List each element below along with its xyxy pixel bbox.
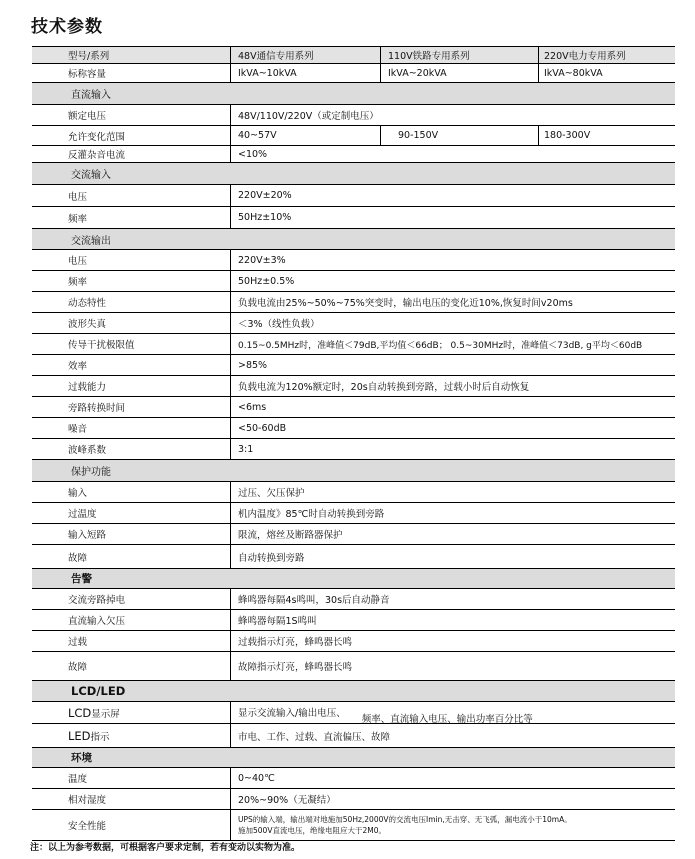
range-48v: 40~57V [238,130,277,141]
row-label: 交流旁路掉电 [68,595,126,606]
row-label: 噪音 [68,424,88,435]
table-row [32,125,675,145]
row-value: 蜂鸣器每隔4s鸣叫，30s后自动静音 [238,595,390,606]
section-title: 交流输出 [71,235,111,247]
row-label: 波峰系数 [68,445,107,456]
row-value: 过载指示灯亮，蜂鸣器长鸣 [238,637,353,648]
table-row [32,270,675,291]
section-title: 交流输入 [71,170,111,181]
lcd-prefix: LCD [68,705,92,720]
model-series-label: 型号/系列 [68,51,110,62]
row-value: 3:1 [238,443,254,455]
row-value: ＜3%（线性负载） [238,319,320,330]
row-value: <6ms [238,401,267,413]
row-label: 效率 [68,361,88,372]
row-label: 电压 [68,256,88,267]
row-label: 过载 [68,637,88,648]
row-value: 50Hz±0.5% [238,275,295,287]
row-label: 旁路转换时间 [68,403,126,414]
lcd-suffix: 显示屏 [91,708,120,720]
row-value: 220V±3% [238,254,286,266]
table-row [32,145,675,162]
capacity-110v: IkVA~20kVA [388,67,447,79]
row-label: 温度 [68,774,88,785]
section-title: 保护功能 [71,467,111,478]
row-value: 负载电流为120%额定时，20s自动转换到旁路，过载小时后自动恢复 [238,382,530,393]
table-row [32,502,675,523]
row-value: 220V±20% [238,190,292,201]
series-110v: 110V铁路专用系列 [388,51,470,62]
row-value: <10% [238,148,268,160]
section-protection [32,459,675,481]
section-title: 环境 [71,752,92,764]
table-row [32,184,675,206]
table-row [32,651,675,680]
spec-table [32,46,675,841]
table-row [32,588,675,609]
row-label: 波形失真 [68,319,107,330]
row-value [238,810,675,840]
row-label [68,724,228,747]
capacity-220v: IkVA~80kVA [544,67,603,79]
section-environment [32,747,675,767]
section-lcd-led [32,680,675,701]
table-row [32,523,675,544]
row-value: 机内温度》85℃时自动转换到旁路 [238,509,385,520]
row-value: 市电、工作、过载、直流偏压、故障 [238,731,391,743]
row-value: 48V/110V/220V（或定制电压） [238,111,379,122]
row-value: 20%~90%（无凝结） [238,795,336,806]
row-value: 0.15~0.5MHz时，准峰值＜79dB,平均值＜66dB； 0.5~30MHz时，准峰值＜73dB, g平均＜60dB [238,340,643,351]
table-row [32,544,675,568]
row-value: 负载电流由25%~50%~75%突变时，输出电压的变化近10%,恢复时间v20ms [238,298,573,309]
table-row [32,701,675,723]
row-label: 故障 [68,552,88,564]
lcd-value-b: 频率、直流输入电压、输出功率百分比等 [361,714,533,723]
table-row [32,438,675,459]
table-row [32,206,675,228]
table-row [32,291,675,312]
section-title: 直流输入 [71,90,111,101]
safety-line-2: 施加500V直流电压，绝缘电阻应大于2M0。 [238,826,386,835]
table-header-row [32,46,675,63]
table-row [32,809,675,840]
section-title: LCD/LED [71,684,126,698]
table-row [32,417,675,438]
row-value: 蜂鸣器每隔1S鸣叫 [238,616,317,627]
row-label: 频率 [68,213,88,225]
row-value: 自动转换到旁路 [238,552,305,564]
footer-note: 注：以上为参考数据，可根据客户要求定制，若有变动以实物为准。 [30,843,301,853]
section-title: 告警 [71,573,92,585]
row-value: 0~40℃ [238,772,275,784]
row-value: 50Hz±10% [238,212,292,223]
table-row [32,396,675,417]
table-row [32,312,675,333]
capacity-48v: IkVA~10kVA [238,67,297,79]
series-220v: 220V电力专用系列 [544,51,626,62]
row-label: 输入短路 [68,530,107,541]
table-row [32,354,675,375]
table-row [32,788,675,809]
table-row [32,767,675,788]
safety-line-1: UPS的输入端，输出端对地施加50Hz,2000V的交流电压Imin,无击穿、无飞弧，漏电流小于10mA。 [238,815,572,824]
row-label: 额定电压 [68,111,107,122]
row-label: 允许变化范围 [68,131,126,143]
row-label: 直流输入欠压 [68,616,126,627]
row-label: 过温度 [68,509,97,520]
row-label: 频率 [68,277,88,288]
section-dc-input [32,82,675,104]
section-alarm [32,568,675,588]
row-label [68,702,228,723]
led-prefix: LED [68,728,91,743]
lcd-value-a: 显示交流输入/输出电压、 [238,708,346,719]
capacity-label: 标称容量 [68,69,107,80]
row-value: 限流，熔丝及断路器保护 [238,530,343,541]
row-label: 动态特性 [68,298,107,309]
row-label: 传导干扰极限值 [68,340,135,351]
row-value: 过压、欠压保护 [238,488,305,499]
row-label: 故障 [68,662,88,673]
table-row [32,249,675,270]
range-110v: 90-150V [398,130,439,141]
row-label: 反灌杂音电流 [68,150,126,161]
range-220v: 180-300V [544,130,591,141]
row-label: 相对湿度 [68,795,107,806]
row-label: 安全性能 [68,821,107,832]
table-row [32,375,675,396]
row-value [238,702,675,723]
section-ac-input [32,162,675,184]
row-label: 电压 [68,191,88,203]
row-value: <50-60dB [238,422,287,434]
series-48v: 48V通信专用系列 [238,51,314,62]
table-row [32,481,675,502]
row-value: >85% [238,359,268,371]
page-title: 技术参数 [31,17,103,37]
row-label: 输入 [68,488,88,499]
section-ac-output [32,228,675,249]
table-row [32,333,675,354]
table-row [32,609,675,630]
table-row [32,104,675,125]
table-row [32,63,675,82]
row-value: 故障指示灯亮，蜂鸣器长鸣 [238,662,353,673]
led-suffix: 指示 [90,731,110,743]
row-label: 过载能力 [68,382,107,393]
table-row [32,630,675,651]
table-row [32,723,675,747]
